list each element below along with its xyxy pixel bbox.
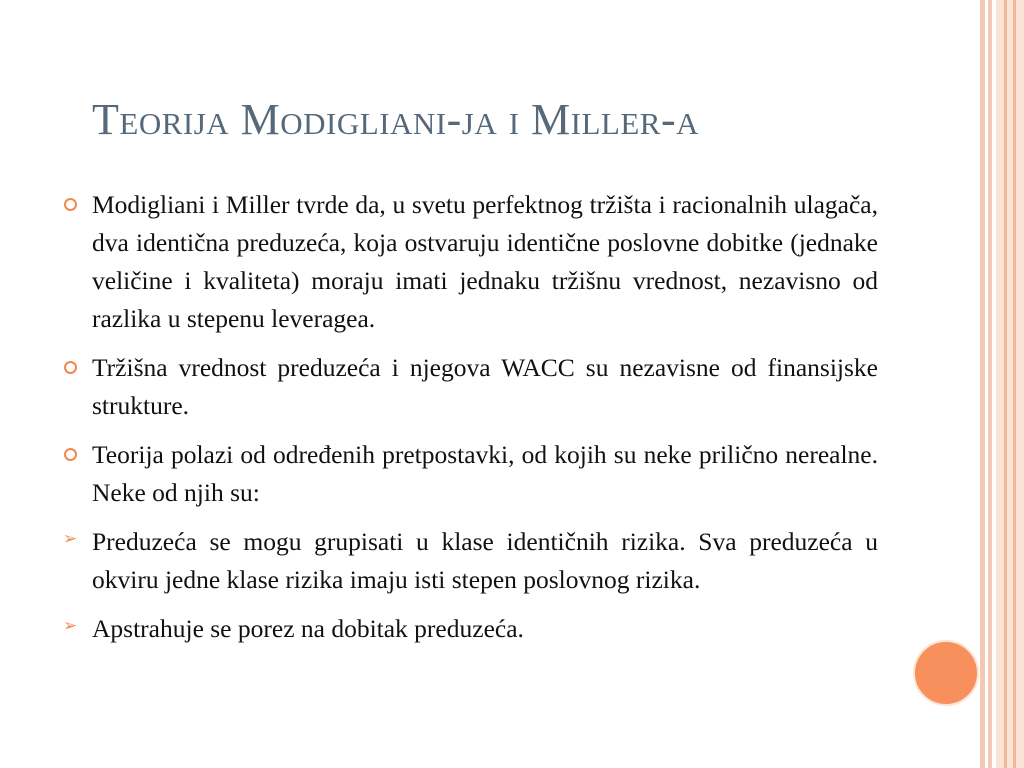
decor-stripe bbox=[996, 0, 1024, 768]
circle-bullet-icon bbox=[64, 198, 77, 211]
circle-bullet-icon bbox=[64, 448, 77, 461]
circle-bullet-icon bbox=[64, 361, 77, 374]
bullet-item bbox=[60, 349, 878, 425]
arrow-bullet-icon: ➢ bbox=[63, 529, 78, 549]
bullet-text: Apstrahuje se porez na dobitak preduzeća. bbox=[92, 614, 524, 643]
decor-stripe bbox=[988, 0, 992, 768]
bullet-text: Tržišna vrednost preduzeća i njegova WACC su nezavisne od finansijske strukture. bbox=[92, 353, 878, 420]
bullet-item bbox=[60, 436, 878, 512]
arrow-bullet-icon: ➢ bbox=[63, 616, 78, 636]
bullet-item bbox=[60, 186, 878, 338]
slide-title: Teorija Modigliani-ja i Miller-a bbox=[92, 95, 700, 144]
sub-bullet-item bbox=[60, 610, 878, 648]
sub-bullet-item bbox=[60, 523, 878, 599]
decor-circle bbox=[913, 640, 979, 706]
slide-content bbox=[60, 186, 878, 659]
bullet-text: Modigliani i Miller tvrde da, u svetu perfektnog tržišta i racionalnih ulagača, dva identična preduzeća, koja ostvaruju identične poslovne dobitke (jednake veličine i kvaliteta) moraju imati jednaku tržišnu vrednost, nezavisno od razlika u stepenu leveragea. bbox=[92, 190, 878, 333]
bullet-text: Teorija polazi od određenih pretpostavki, od kojih su neke prilično nerealne. Neke od njih su: bbox=[92, 440, 878, 507]
decor-stripe bbox=[980, 0, 985, 768]
bullet-text: Preduzeća se mogu grupisati u klase identičnih rizika. Sva preduzeća u okviru jedne klase rizika imaju isti stepen poslovnog rizika. bbox=[92, 527, 878, 594]
decor-stripe bbox=[1004, 0, 1007, 768]
decor-stripe bbox=[1013, 0, 1016, 768]
